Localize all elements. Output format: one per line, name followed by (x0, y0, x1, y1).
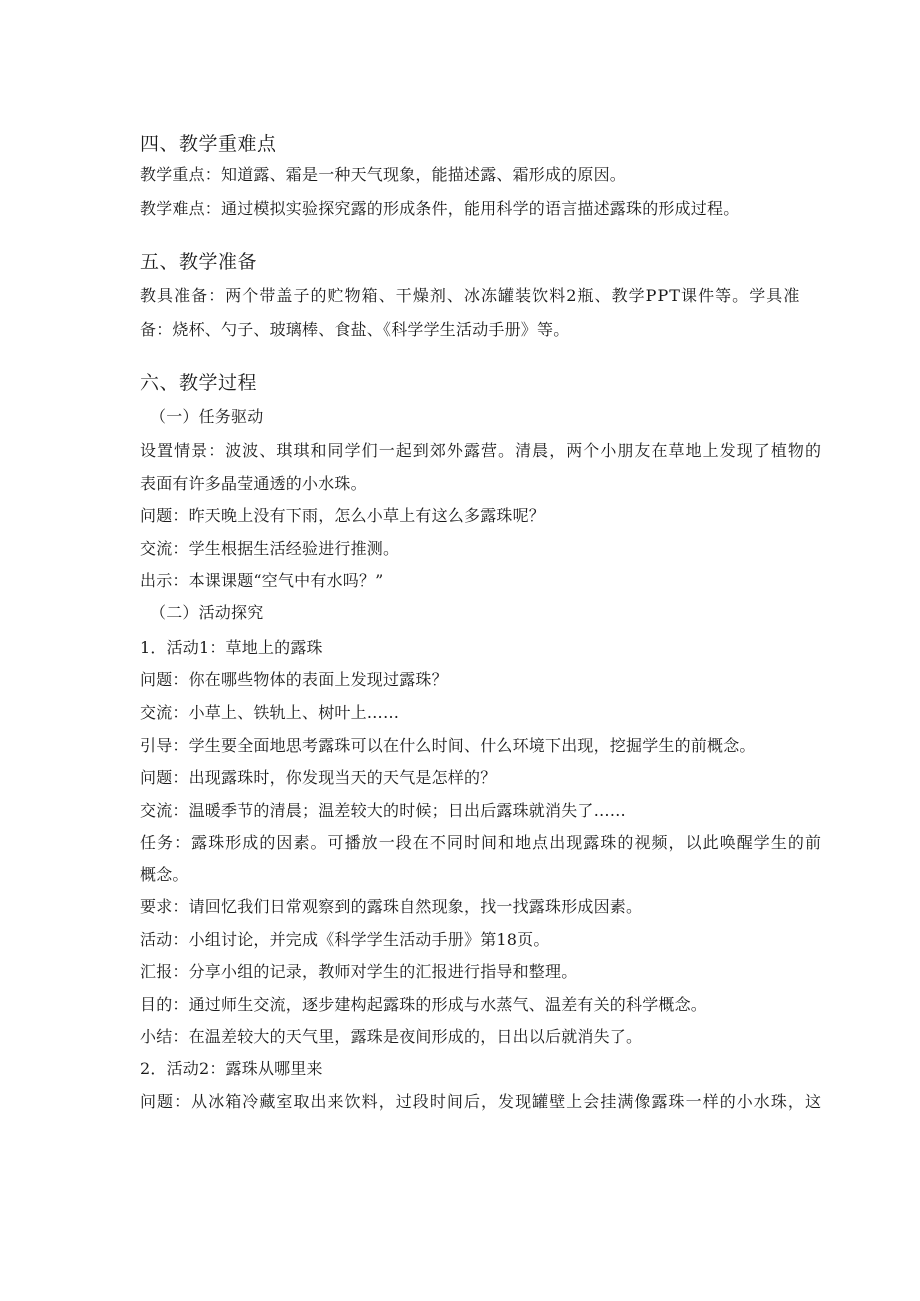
prep-paragraph-line1: 教具准备：两个带盖子的贮物箱、干燥剂、冰冻罐装饮料2瓶、教学PPT课件等。学具准 (140, 286, 801, 305)
key-point-paragraph: 教学重点：知道露、霜是一种天气现象，能描述露、霜形成的原因。 (140, 165, 627, 184)
section4-heading: 四、教学重难点 (140, 133, 277, 155)
scenario-paragraph-line1: 设置情景：波波、琪琪和同学们一起到郊外露营。清晨，两个小朋友在草地上发现了植物的 (140, 441, 823, 460)
activity1-report: 汇报：分享小组的记录，教师对学生的汇报进行指导和整理。 (140, 962, 578, 981)
section5-heading: 五、教学准备 (140, 251, 258, 273)
activity1-answer2: 交流：温暖季节的清晨；温差较大的时候；日出后露珠就消失了…… (140, 801, 627, 820)
question-paragraph: 问题：昨天晚上没有下雨，怎么小草上有这么多露珠呢？ (140, 506, 546, 525)
part2-title: （二）活动探究 (150, 603, 264, 622)
activity1-question1: 问题：你在哪些物体的表面上发现过露珠？ (140, 670, 448, 689)
display-paragraph: 出示：本课课题“空气中有水吗？” (140, 571, 384, 590)
activity1-task-line2: 概念。 (140, 865, 189, 884)
section6-heading: 六、教学过程 (140, 372, 258, 394)
activity1-title: 1．活动1：草地上的露珠 (140, 638, 323, 657)
prep-paragraph-line2: 备：烧杯、勺子、玻璃棒、食盐、《科学学生活动手册》等。 (140, 320, 570, 339)
exchange-paragraph: 交流：学生根据生活经验进行推测。 (140, 539, 400, 558)
activity1-purpose: 目的：通过师生交流，逐步建构起露珠的形成与水蒸气、温差有关的科学概念。 (140, 995, 708, 1014)
activity1-answer1: 交流：小草上、铁轨上、树叶上…… (140, 703, 400, 722)
part1-title: （一）任务驱动 (150, 407, 264, 426)
activity1-guide: 引导：学生要全面地思考露珠可以在什么时间、什么环境下出现，挖掘学生的前概念。 (140, 736, 756, 755)
activity1-question2: 问题：出现露珠时，你发现当天的天气是怎样的？ (140, 768, 497, 787)
activity2-question1: 问题：从冰箱冷藏室取出来饮料，过段时间后，发现罐壁上会挂满像露珠一样的小水珠，这 (140, 1092, 823, 1111)
scenario-paragraph-line2: 表面有许多晶莹通透的小水珠。 (140, 474, 367, 493)
activity1-task-line1: 任务：露珠形成的因素。可播放一段在不同时间和地点出现露珠的视频，以此唤醒学生的前 (140, 833, 823, 852)
activity2-title: 2．活动2：露珠从哪里来 (140, 1059, 323, 1078)
activity1-activity: 活动：小组讨论，并完成《科学学生活动手册》第18页。 (140, 930, 550, 949)
difficult-point-paragraph: 教学难点：通过模拟实验探究露的形成条件，能用科学的语言描述露珠的形成过程。 (140, 199, 740, 218)
activity1-summary: 小结：在温差较大的天气里，露珠是夜间形成的，日出以后就消失了。 (140, 1027, 643, 1046)
activity1-requirement: 要求：请回忆我们日常观察到的露珠自然现象，找一找露珠形成因素。 (140, 897, 643, 916)
